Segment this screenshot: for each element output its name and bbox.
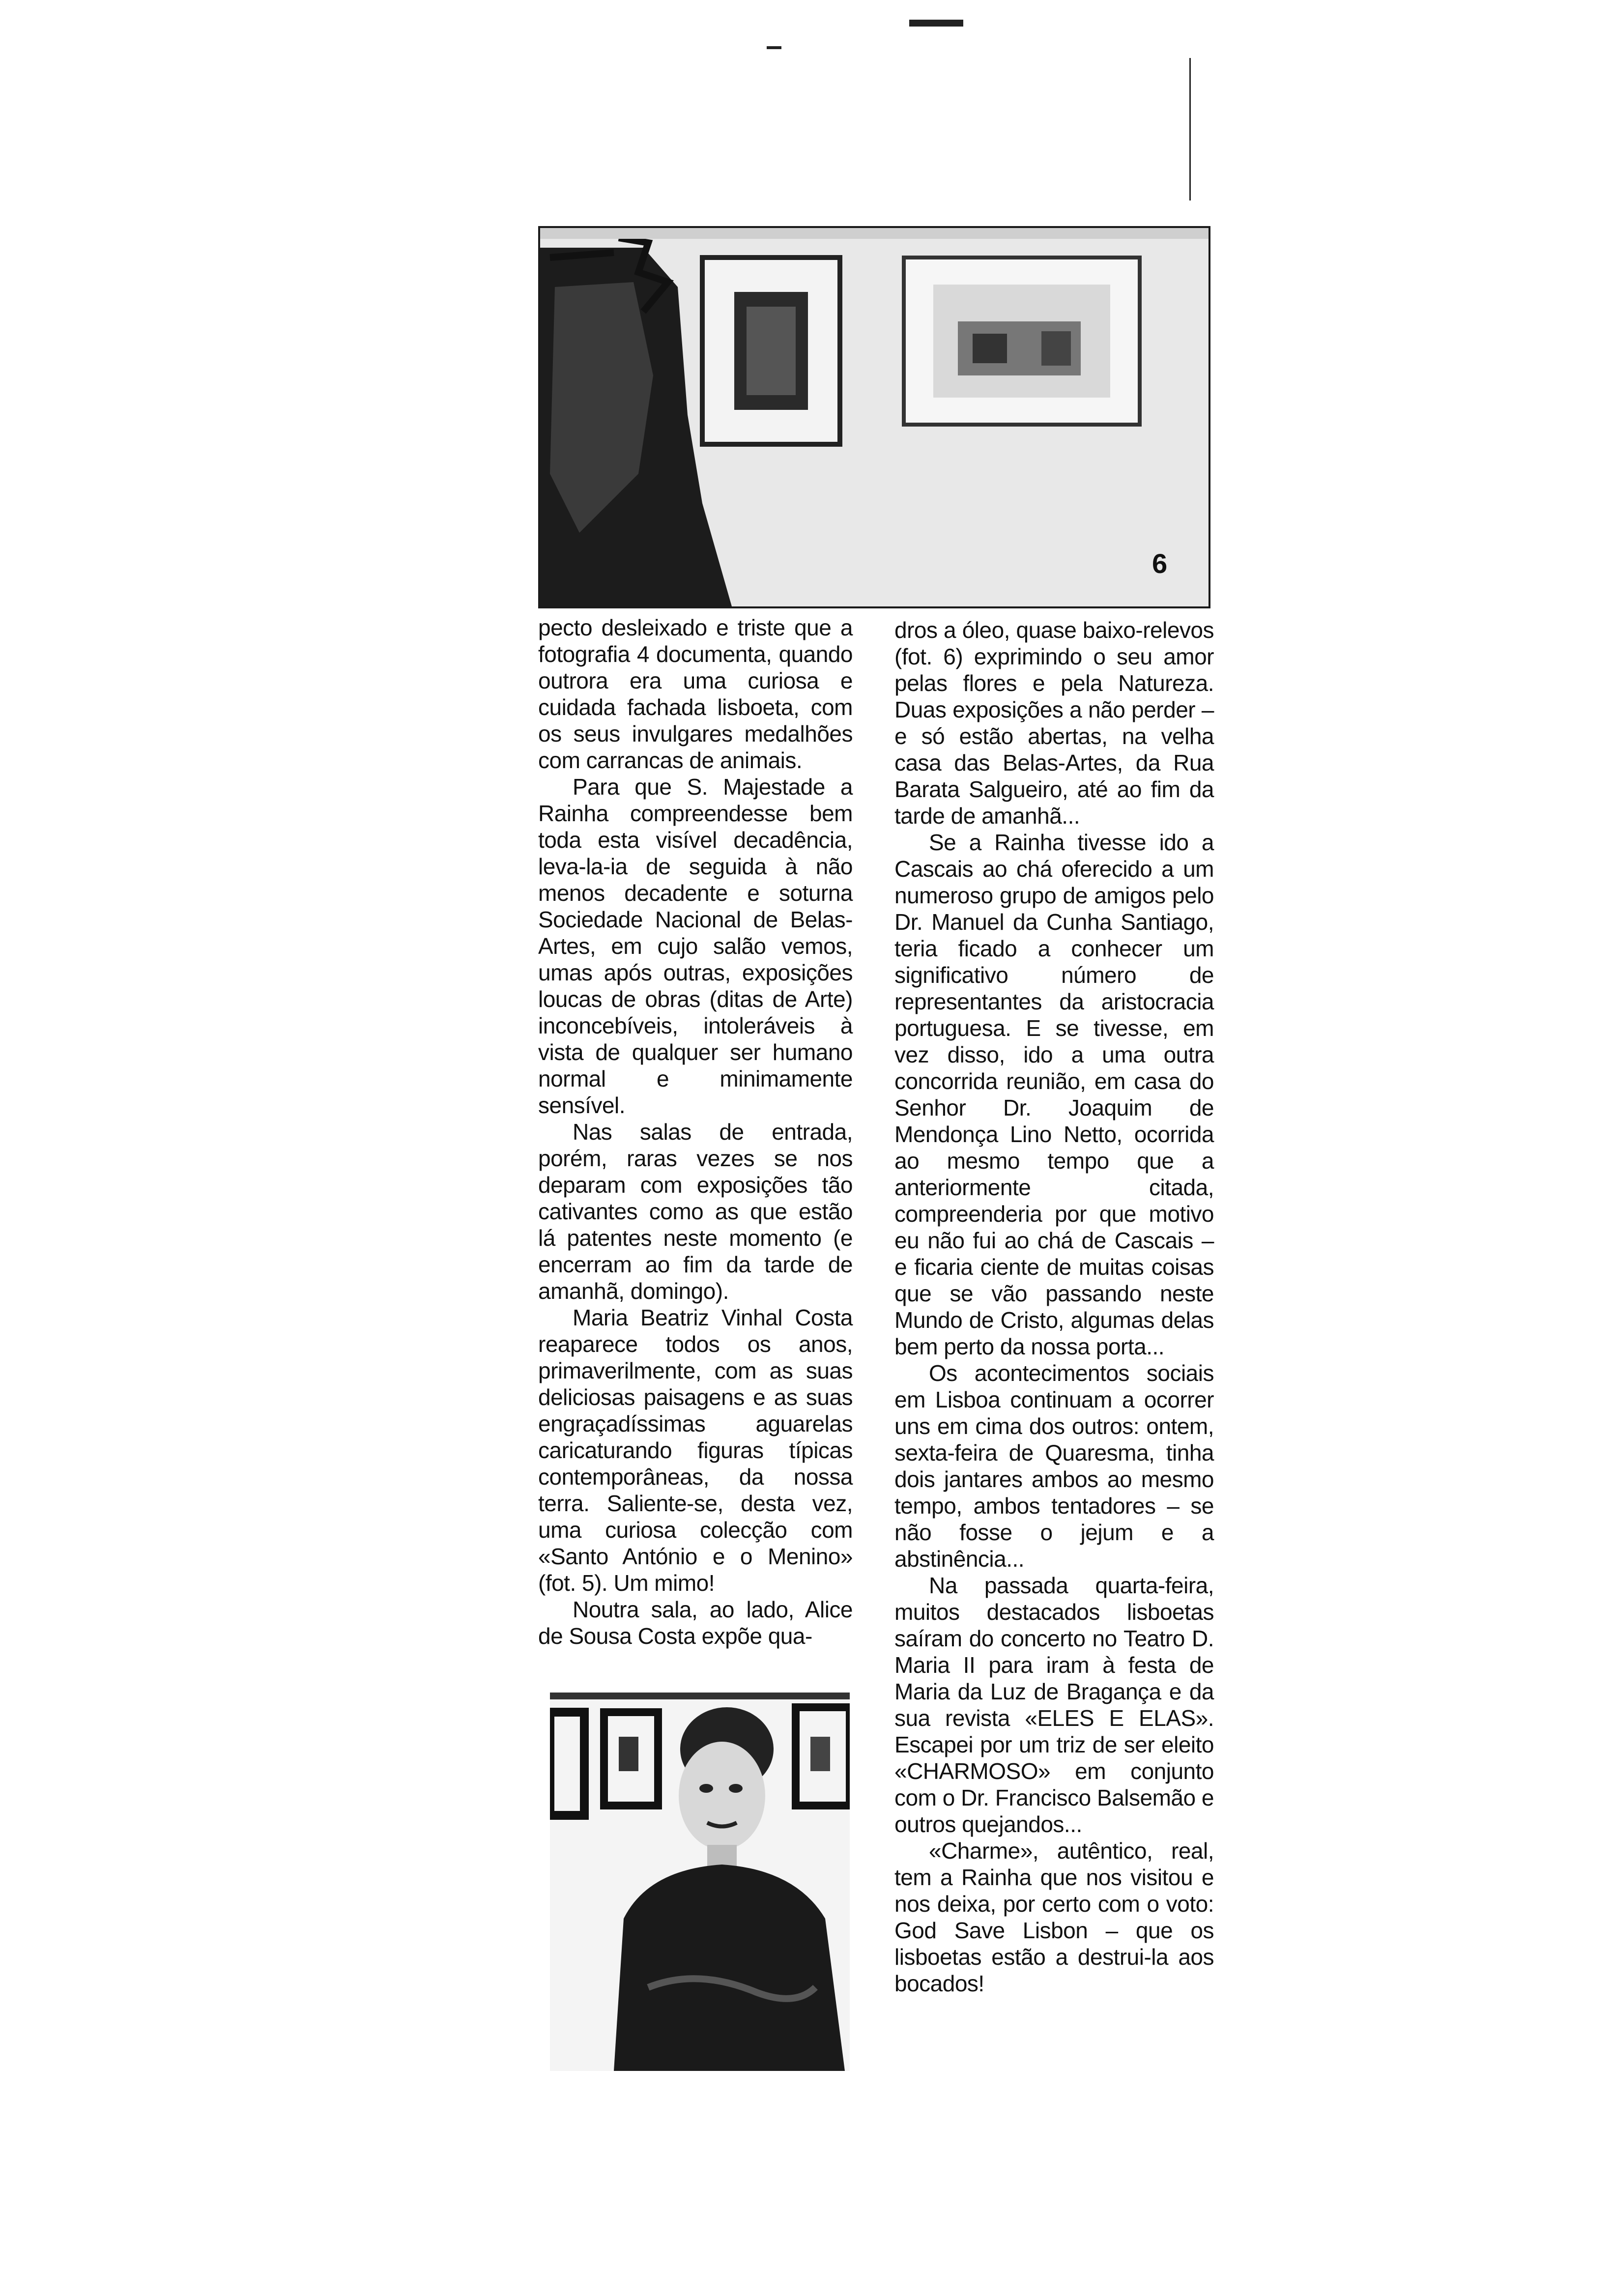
paragraph: Noutra sala, ao lado, Alice de Sousa Costa expõe qua- (538, 1597, 853, 1649)
paragraph: Os acontecimentos sociais em Lisboa continuam a ocorrer uns em cima dos outros: ontem, sexta-feira de Quaresma, tinha dois jantares ambos ao mesmo tempo, ambos tentadores – se não fosse o jejum e a abstinência... (894, 1360, 1214, 1572)
article-column-right (894, 617, 1214, 1997)
paragraph: «Charme», autêntico, real, tem a Rainha que nos visitou e nos deixa, por certo com o voto: God Save Lisbon – que os lisboetas estão a destrui-la aos bocados! (894, 1838, 1214, 1996)
paragraph: Na passada quarta-feira, muitos destacados lisboetas saíram do concerto no Teatro D. Maria II para iram à festa de Maria da Luz de Bragança e da sua revista «ELES E ELAS». Escapei por um triz de ser eleito «CHARMOSO» em conjunto com o Dr. Francisco Balsemão e outros quejandos... (894, 1573, 1214, 1837)
article-column-left (538, 614, 853, 1649)
photo-portrait (548, 1691, 862, 2073)
scan-artifact (1189, 58, 1191, 201)
paragraph: Para que S. Majestade a Rainha compreendesse bem toda esta visível decadência, leva-la-ia de seguida à não menos decadente e soturna Sociedade Nacional de Belas-Artes, em cujo salão vemos, umas após outras, exposições loucas de obras (ditas de Arte) inconcebíveis, intoleráveis à vista de qualquer ser humano normal e minimamente sensível. (538, 774, 853, 1118)
photo-exhibition-wall-image (540, 228, 1209, 606)
paragraph: Maria Beatriz Vinhal Costa reaparece todos os anos, primaverilmente, com as suas deliciosas paisagens e as suas engraçadíssimas aguarelas caricaturando figuras típicas contemporâneas, da nossa terra. Saliente-se, desta vez, uma curiosa colecção com «Santo António e o Menino» (fot. 5). Um mimo! (538, 1305, 853, 1596)
photo-exhibition-wall (538, 226, 1210, 608)
paragraph: Se a Rainha tivesse ido a Cascais ao chá oferecido a um numeroso grupo de amigos pelo Dr. Manuel da Cunha Santiago, teria ficado a conhecer um significativo número de representantes da aristocracia portuguesa. E se tivesse, em vez disso, ido a uma outra concorrida reunião, em casa do Senhor Dr. Joaquim de Mendonça Lino Netto, ocorrida ao mesmo tempo que a anteriormente citada, compreenderia por que motivo eu não fui ao chá de Cascais – e ficaria ciente de muitas coisas que se vão passando neste Mundo de Cristo, algumas delas bem perto da nossa porta... (894, 830, 1214, 1359)
paragraph: pecto desleixado e triste que a fotografia 4 documenta, quando outrora era uma curiosa e cuidada fachada lisboeta, com os seus invulgares medalhões com carrancas de animais. (538, 615, 853, 773)
paragraph: dros a óleo, quase baixo-relevos (fot. 6) exprimindo o seu amor pelas flores e pela Natureza. Duas exposições a não perder – e só estão abertas, na velha casa das Belas-Artes, da Rua Barata Salgueiro, até ao fim da tarde de amanhã... (894, 617, 1214, 829)
photo-portrait-image (550, 1693, 860, 2071)
photo-number: 6 (1152, 548, 1168, 579)
paragraph: Nas salas de entrada, porém, raras vezes se nos deparam com exposições tão cativantes como as que estão lá patentes neste momento (e encerram ao fim da tarde de amanhã, domingo). (538, 1119, 853, 1304)
scan-artifact (767, 46, 781, 49)
scan-artifact (909, 20, 963, 27)
